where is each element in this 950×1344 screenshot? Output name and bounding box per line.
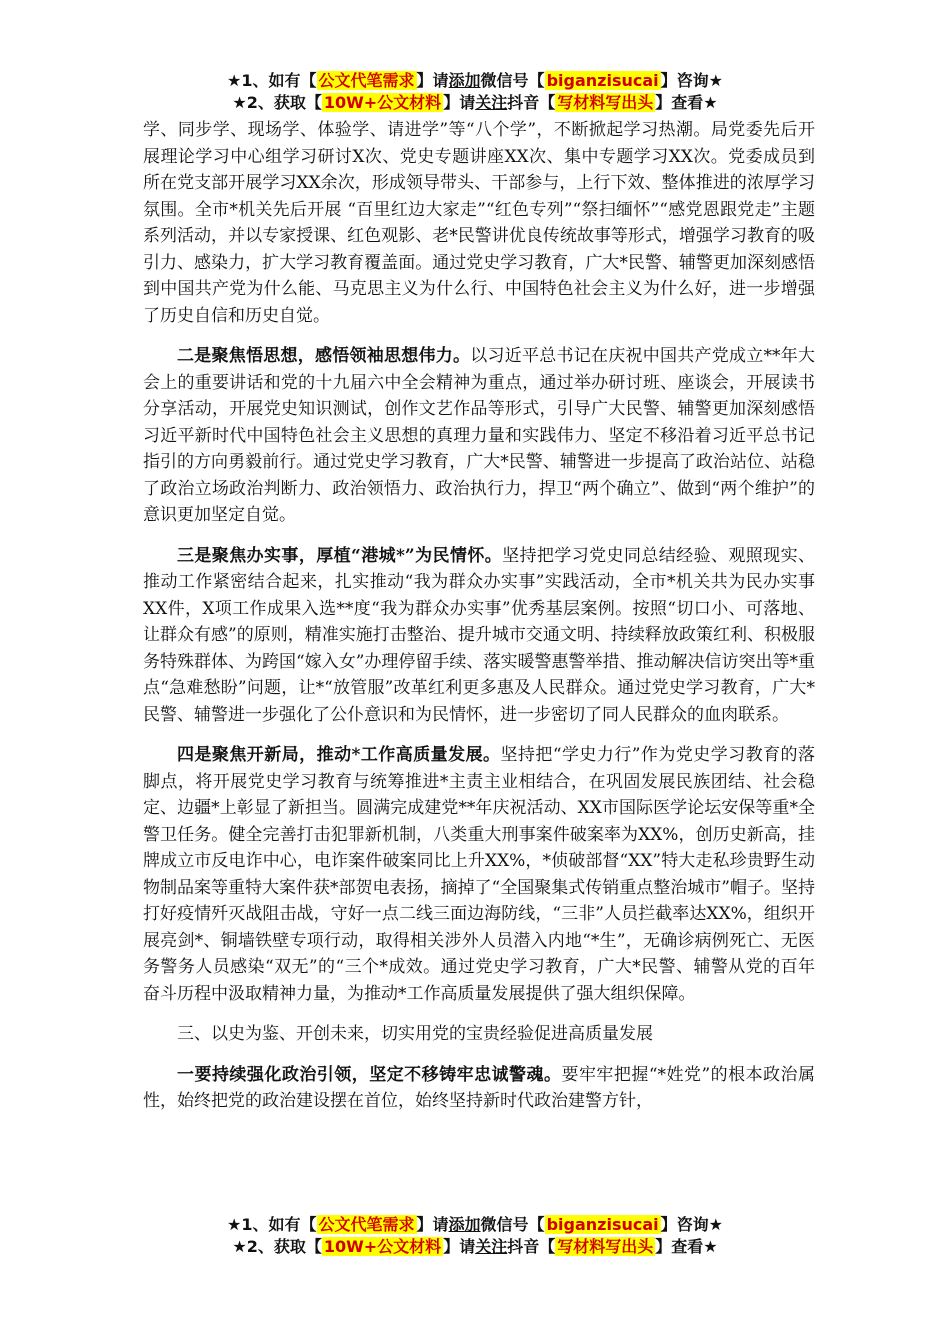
document-body — [143, 117, 815, 1129]
paragraph-title: 三是聚焦办实事，厚植“港城*”为民情怀。 — [177, 545, 503, 566]
top-promo-banner — [0, 70, 950, 114]
paragraph-text: 要牢牢把握“*姓党”的根本政治属性，始终把党的政治建设摆在首位，始终坚持新时代政治建警方针， — [143, 1064, 816, 1111]
paragraph-point-1 — [143, 1062, 815, 1115]
paragraph-text: 坚持把“学史力行”作为党史学习教育的落脚点，将开展党史学习教育与统筹推进*主责主业相结合，在巩固发展民族团结、社会稳定、边疆*上彰显了新担当。圆满完成建党**年庆祝活动、XX市国际医学论坛安保等重*全警卫任务。健全完善打击犯罪新机制，八类重大刑事案件破案率为XX%，创历史新高，挂牌成立市反电诈中心，电诈案件破案同比上升XX%，*侦破部督“XX”特大走私珍贵野生动物制品案等重特大案件获*部贺电表扬，摘掉了“全国聚集式传销重点整治城市”帽子。坚持打好疫情歼灭战阻击战，守好一点二线三面边海防线，“三非”人员拦截率达XX%，组织开展亮剑*、铜墙铁壁专项行动，取得相关涉外人员潜入内地“*生”，无确诊病例死亡、无医务警务人员感染“双无”的“三个*成效。通过党史学习教育，广大*民警、辅警从党的百年奋斗历程中汲取精神力量，为推动*工作高质量发展提供了强大组织保障。 — [143, 745, 815, 1004]
promo-text: 】请 — [443, 93, 476, 112]
promo-text: ★1、如有【 — [227, 1215, 317, 1234]
promo-line-2 — [0, 1236, 950, 1258]
promo-text: 抖音【 — [507, 93, 556, 112]
promo-underlined: 添加 — [448, 71, 481, 90]
promo-line-2 — [0, 92, 950, 114]
paragraph-point-2 — [143, 343, 815, 529]
promo-text: 】请 — [416, 1215, 449, 1234]
promo-highlight: 公文代笔需求 — [318, 71, 415, 90]
paragraph-point-3 — [143, 543, 815, 729]
paragraph-title: 一要持续强化政治引领，坚定不移铸牢忠诚警魂。 — [177, 1064, 562, 1085]
promo-text: 】请 — [443, 1237, 476, 1256]
promo-underlined: 关注 — [475, 93, 508, 112]
promo-text: 】查看★ — [655, 1237, 718, 1256]
promo-wechat-id: biganzisucai — [546, 1215, 659, 1234]
promo-text: 】查看★ — [655, 93, 718, 112]
promo-douyin-id: 写材料写出头 — [557, 93, 654, 112]
paragraph-continued: 学、同步学、现场学、体验学、请进学”等“八个学”，不断掀起学习热潮。局党委先后开展理论学习中心组学习研讨X次、党史专题讲座XX次、集中专题学习XX次。党委成员到所在党支部开展学习XX余次，形成领导带头、干部参与，上行下效、整体推进的浓厚学习氛围。全市*机关先后开展 “百里红边大家走”“红色专列”“祭扫缅怀”“感党恩跟党走”主题系列活动，并以专家授课、红色观影、老*民警讲优良传统故事等形式，增强学习教育的吸引力、感染力，扩大学习教育覆盖面。通过党史学习教育，广大*民警、辅警更加深刻感悟到中国共产党为什么能、马克思主义为什么行、中国特色社会主义为什么好，进一步增强了历史自信和历史自觉。 — [143, 120, 815, 326]
promo-wechat-id: biganzisucai — [546, 71, 659, 90]
promo-text: ★2、获取【 — [232, 93, 322, 112]
promo-highlight: 10W+公文材料 — [323, 1237, 442, 1256]
paragraph-title: 二是聚焦悟思想，感悟领袖思想伟力。 — [177, 346, 471, 366]
paragraph-text: 以习近平总书记在庆祝中国共产党成立**年大会上的重要讲话和党的十九届六中全会精神为重点，通过举办研讨班、座谈会，开展读书分享活动，开展党史知识测试，创作文艺作品等形式，引导广大民警、辅警更加深刻感悟习近平新时代中国特色社会主义思想的真理力量和实践伟力、坚定不移沿着习近平总书记指引的方向勇毅前行。通过党史学习教育，广大*民警、辅警进一步提高了政治站位、站稳了政治立场政治判断力、政治领悟力、政治执行力，捍卫“两个确立”、做到“两个维护”的意识更加坚定自觉。 — [143, 346, 815, 525]
section-heading: 三、以史为鉴、开创未来，切实用党的宝贵经验促进高质量发展 — [177, 1024, 653, 1044]
paragraph-point-4 — [143, 742, 815, 1007]
promo-underlined: 添加 — [448, 1215, 481, 1234]
promo-text: ★2、获取【 — [232, 1237, 322, 1256]
promo-text: 】请 — [416, 71, 449, 90]
promo-highlight: 公文代笔需求 — [318, 1215, 415, 1234]
promo-text: 微信号【 — [480, 71, 545, 90]
paragraph-text: 坚持把学习党史同总结经验、观照现实、推动工作紧密结合起来，扎实推动“我为群众办实事”实践活动，全市*机关共为民办实事XX件，X项工作成果入选**度“我为群众办实事”优秀基层案例。按照“切口小、可落地、让群众有感”的原则，精准实施打击整治、提升城市交通文明、持续释放政策红利、积极服务特殊群体、为跨国“嫁入女”办理停留手续、落实暖警惠警举措、推动解决信访突出等*重点“急难愁盼”问题，让*“放管服”改革红利更多惠及人民群众。通过党史学习教育，广大*民警、辅警进一步强化了公仆意识和为民情怀，进一步密切了同人民群众的血肉联系。 — [143, 545, 815, 725]
promo-line-1 — [0, 1214, 950, 1236]
promo-text: 】咨询★ — [660, 71, 723, 90]
paragraph-title: 四是聚焦开新局，推动*工作高质量发展。 — [177, 745, 501, 765]
promo-highlight: 10W+公文材料 — [323, 93, 442, 112]
promo-text: 微信号【 — [480, 1215, 545, 1234]
promo-underlined: 关注 — [475, 1237, 508, 1256]
bottom-promo-banner — [0, 1214, 950, 1258]
promo-douyin-id: 写材料写出头 — [557, 1237, 654, 1256]
promo-line-1 — [0, 70, 950, 92]
promo-text: 】咨询★ — [660, 1215, 723, 1234]
promo-text: ★1、如有【 — [227, 71, 317, 90]
promo-text: 抖音【 — [507, 1237, 556, 1256]
